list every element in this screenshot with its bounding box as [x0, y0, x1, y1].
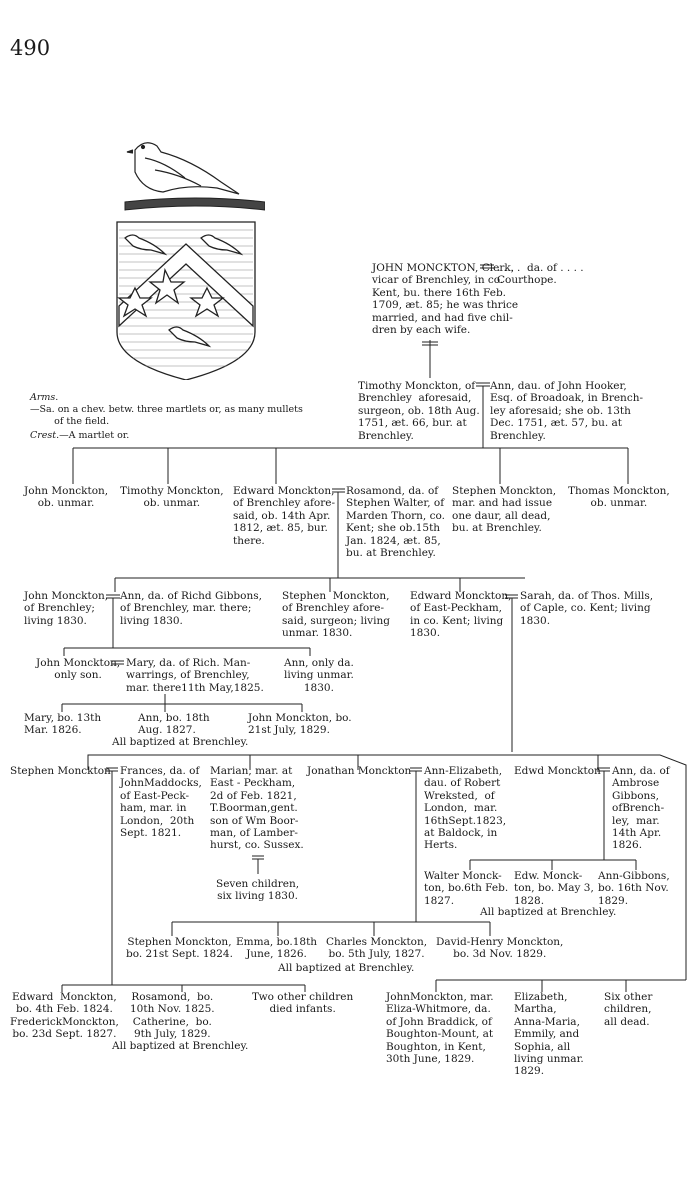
entry-edward-monckton-g7: Edwd Monckton — [514, 765, 601, 777]
entry-stephen-monckton-1824: Stephen Monckton, bo. 21st Sept. 1824. — [126, 936, 233, 961]
entry-john-monckton-braddick: JohnMonckton, mar. Eliza-Whitmore, da. of John Braddick, of Boughton-Mount, at Boughton, in Kent, 30th June, 1829. — [386, 991, 494, 1066]
entry-rosamond-walter: Rosamond, da. of Stephen Walter, of Marden Thorn, co. Kent; she ob.15th Jan. 1824, æt. 85, bu. at Brenchley. — [346, 485, 445, 560]
baptism-note-g8: All baptized at Brenchley. — [480, 906, 617, 918]
entry-john-monckton-g4: John Monckton, of Brenchley; living 1830. — [24, 590, 109, 627]
entry-timothy-monckton-unmar: Timothy Monckton, ob. unmar. — [120, 485, 224, 510]
entry-ann-gibbons-g7: Ann, da. of Ambrose Gibbons, ofBrench- ley, mar. 14th Apr. 1826. — [612, 765, 670, 852]
entry-frances-maddocks: Frances, da. of JohnMaddocks, of East-Peck- ham, mar. in London, 20th Sept. 1821. — [120, 765, 202, 840]
entry-john-monckton-unmar: John Monckton, ob. unmar. — [24, 485, 109, 510]
entry-stephen-monckton-g3: Stephen Monckton, mar. and had issue one daur, all dead, bu. at Brenchley. — [452, 485, 557, 535]
entry-edward-monckton-east-peckham: Edward Monckton, of East-Peckham, in co. Kent; living 1830. — [410, 590, 512, 640]
entry-two-other-children: Two other children died infants. — [252, 991, 354, 1016]
entry-elizabeth-sisters: Elizabeth, Martha, Anna-Maria, Emmily, and Sophia, all living unmar. 1829. — [514, 991, 584, 1078]
entry-seven-children: Seven children, six living 1830. — [216, 878, 300, 903]
baptism-note-g6: All baptized at Brenchley. — [112, 736, 249, 748]
entry-david-henry-monckton: David-Henry Monckton, bo. 3d Nov. 1829. — [436, 936, 564, 961]
crest-label: Crest. — [30, 430, 60, 441]
entry-ann-elizabeth-wreksted: Ann-Elizabeth, dau. of Robert Wreksted, of London, mar. 16thSept.1823, at Baldock, in Herts. — [424, 765, 507, 852]
entry-edward-monckton-brenchley: Edward Monckton, of Brenchley afore- said, ob. 14th Apr. 1812, æt. 85, bur. there. — [233, 485, 335, 547]
page-number: 490 — [10, 36, 51, 60]
entry-edw-monckton: Edw. Monck- ton, bo. May 3, 1828. — [514, 870, 594, 907]
entry-jonathan-monckton: Jonathan Monckton — [307, 765, 412, 777]
entry-ann-gibbons-1829: Ann-Gibbons, bo. 16th Nov. 1829. — [598, 870, 670, 907]
entry-ann-gibbons: Ann, da. of Richd Gibbons, of Brenchley, mar. there; living 1830. — [120, 590, 262, 627]
entry-ann-only-da: Ann, only da. living unmar. 1830. — [284, 657, 354, 694]
entry-edward-frederick-monckton: Edward Monckton, bo. 4th Feb. 1824. FrederickMonckton, bo. 23d Sept. 1827. — [10, 991, 119, 1041]
entry-stephen-monckton-g7: Stephen Monckton — [10, 765, 111, 777]
entry-stephen-monckton-surgeon: Stephen Monckton, of Brenchley afore- said, surgeon; living unmar. 1830. — [282, 590, 390, 640]
entry-rosamond-catherine: Rosamond, bo. 10th Nov. 1825. Catherine, bo. 9th July, 1829. — [130, 991, 215, 1041]
entry-courthope-wife: . . . . da. of . . . . Courthope. — [497, 262, 584, 287]
baptism-note-g10: All baptized at Brenchley. — [112, 1040, 249, 1052]
entry-walter-monckton: Walter Monck- ton, bo.6th Feb. 1827. — [424, 870, 509, 907]
entry-ann-hooker: Ann, dau. of John Hooker, Esq. of Broadoak, in Brench- ley aforesaid; she ob. 13th Dec. 1751, æt. 57, bu. at Brenchley. — [490, 380, 644, 442]
entry-thomas-monckton: Thomas Monckton, ob. unmar. — [568, 485, 670, 510]
entry-john-monckton-clerk: JOHN MONCKTON, Clerk, vicar of Brenchley, in co. Kent, bu. there 16th Feb. 1709, æt. 85; he was thrice married, and had five chil- dren by each wife. — [372, 262, 519, 337]
entry-charles-monckton: Charles Monckton, bo. 5th July, 1827. — [326, 936, 428, 961]
entry-timothy-monckton-surgeon: Timothy Monckton, of Brenchley aforesaid, surgeon, ob. 18th Aug. 1751, æt. 66, bur. at Brenchley. — [358, 380, 480, 442]
entry-mary-manwarrings: Mary, da. of Rich. Man- warrings, of Brenchley, mar. there11th May,1825. — [126, 657, 264, 694]
entry-ann-1827: Ann, bo. 18th Aug. 1827. — [138, 712, 210, 737]
crest-text: —A martlet or. — [59, 430, 130, 441]
entry-john-monckton-only-son: John Monckton, only son. — [36, 657, 121, 682]
arms-text: —Sa. on a chev. betw. three martlets or, as many mullets of the field. — [30, 404, 303, 427]
entry-marian-boorman: Marian, mar. at East - Peckham, 2d of Feb. 1821, T.Boorman,gent. son of Wm Boor- man, of Lamber- hurst, co. Sussex. — [210, 765, 304, 852]
entry-john-1829: John Monckton, bo. 21st July, 1829. — [248, 712, 352, 737]
arms-label: Arms. — [30, 392, 59, 403]
entry-emma-1826: Emma, bo.18th June, 1826. — [236, 936, 318, 961]
baptism-note-g9: All baptized at Brenchley. — [278, 962, 415, 974]
entry-six-other-children: Six other children, all dead. — [604, 991, 653, 1028]
entry-mary-1826: Mary, bo. 13th Mar. 1826. — [24, 712, 102, 737]
entry-sarah-mills: Sarah, da. of Thos. Mills, of Caple, co. Kent; living 1830. — [520, 590, 654, 627]
